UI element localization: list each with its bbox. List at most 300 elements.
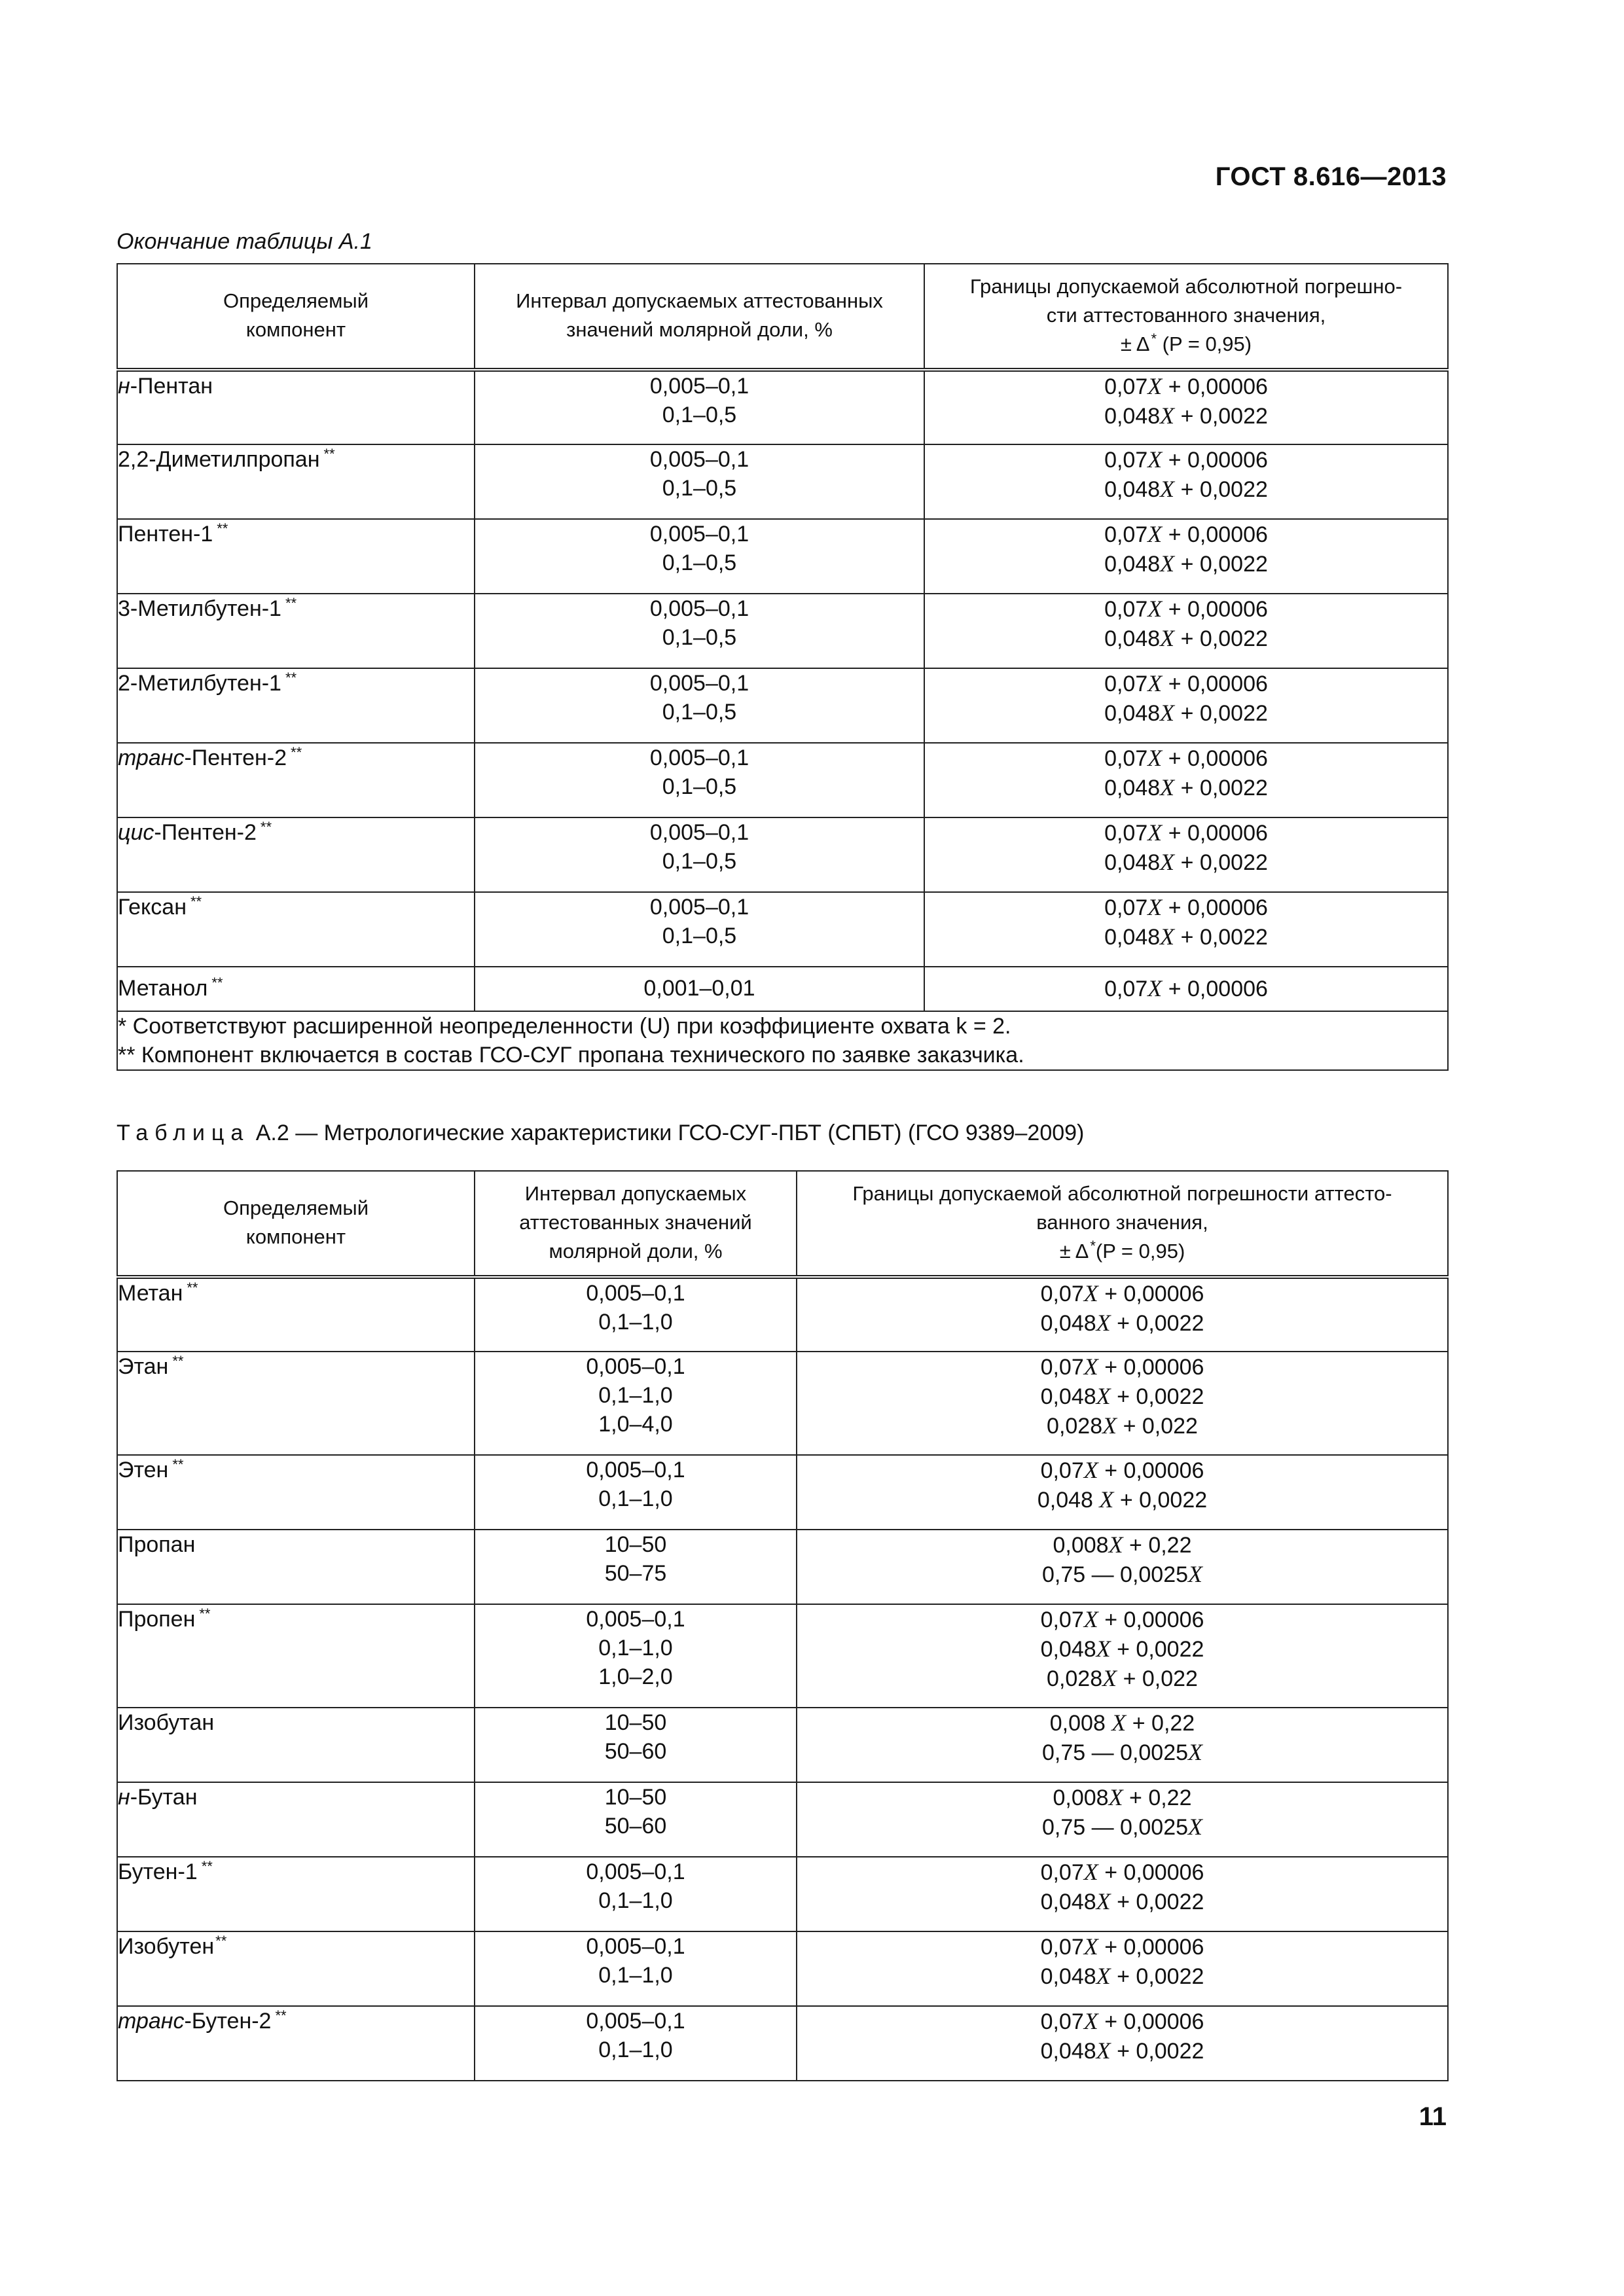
component-name: -Пентен-2 xyxy=(154,820,257,845)
component-name: Пропан xyxy=(118,1532,196,1557)
component-name: 2,2-Диметилпропан xyxy=(118,447,320,472)
component-cell xyxy=(117,2006,475,2081)
error-constant: + 0,022 xyxy=(1117,1666,1198,1691)
component-name: -Пентен-2 xyxy=(184,745,287,770)
error-coefficient: 0,008 xyxy=(1049,1711,1112,1736)
variable-x: X xyxy=(1147,521,1163,547)
footnote-mark: ** xyxy=(217,520,228,537)
variable-x: X xyxy=(1188,1814,1203,1840)
interval-value: 0,005–0,1 xyxy=(586,1281,685,1306)
error-formula xyxy=(797,1456,1447,1485)
error-formula xyxy=(797,1887,1447,1916)
error-coefficient: 0,048 xyxy=(1037,1488,1100,1513)
footnote-mark: ** xyxy=(190,893,202,910)
error-formula xyxy=(925,475,1447,504)
table-a2-caption: Таблица А.2 — Метрологические характеристики ГСО-СУГ-ПБТ (СПБТ) (ГСО 9389–2009) xyxy=(117,1121,1085,1145)
interval-value: 0,1–0,5 xyxy=(662,550,737,575)
variable-x: X xyxy=(1096,1888,1111,1914)
interval-value: 0,005–0,1 xyxy=(649,522,749,547)
component-name: 3-Метилбутен-1 xyxy=(118,596,281,621)
page-number: 11 xyxy=(1418,2102,1447,2131)
footnote-mark: ** xyxy=(172,1352,184,1369)
error-formula xyxy=(925,974,1447,1003)
variable-x: X xyxy=(1160,476,1175,502)
error-coefficient: 0,07 xyxy=(1104,448,1148,473)
column-header-interval: Интервал допускаемых аттестованных значений молярной доли, % xyxy=(475,264,924,370)
interval-value: 0,1–1,0 xyxy=(598,1636,673,1660)
error-formula xyxy=(797,1485,1447,1515)
error-coefficient: 0,048 xyxy=(1040,1637,1096,1662)
footnote-mark: ** xyxy=(285,669,297,686)
component-cell xyxy=(117,1277,475,1352)
error-formula xyxy=(797,1857,1447,1887)
error-coefficient: 0,008 xyxy=(1053,1533,1109,1558)
footnote-mark: ** xyxy=(285,594,297,611)
error-formula xyxy=(925,401,1447,431)
error-coefficient: 0,048 xyxy=(1104,477,1161,502)
error-cell xyxy=(797,1352,1448,1455)
variable-x: X xyxy=(1160,774,1175,800)
table-row xyxy=(117,668,1448,743)
interval-value: 0,1–1,0 xyxy=(598,2037,673,2062)
interval-value: 0,005–0,1 xyxy=(586,2009,685,2034)
note-double-asterisk: ** Компонент включается в состав ГСО-СУГ пропана технического по заявке заказчика. xyxy=(118,1043,1024,1067)
component-name: Пропен xyxy=(118,1607,196,1632)
component-name: -Бутан xyxy=(130,1785,198,1810)
error-constant: + 0,00006 xyxy=(1162,821,1268,846)
component-cell xyxy=(117,1530,475,1604)
error-constant: + 0,00006 xyxy=(1098,1860,1204,1885)
interval-value: 1,0–2,0 xyxy=(598,1664,673,1689)
error-formula xyxy=(797,2007,1447,2036)
variable-x: X xyxy=(1083,1280,1098,1306)
error-formula xyxy=(797,1382,1447,1411)
component-prefix: транс xyxy=(118,2009,185,2034)
interval-value: 0,1–0,5 xyxy=(662,849,737,874)
component-cell xyxy=(117,444,475,519)
error-formula xyxy=(797,1530,1447,1560)
error-coefficient: 0,07 xyxy=(1040,1282,1084,1306)
variable-x: X xyxy=(1102,1412,1117,1439)
component-cell xyxy=(117,743,475,817)
component-cell xyxy=(117,594,475,668)
error-coefficient: 0,048 xyxy=(1104,701,1161,726)
error-constant: + 0,00006 xyxy=(1162,522,1268,547)
error-coefficient: 0,048 xyxy=(1104,404,1161,429)
error-formula xyxy=(925,549,1447,579)
error-coefficient: 0,07 xyxy=(1104,977,1148,1001)
table-row xyxy=(117,1604,1448,1708)
error-formula xyxy=(925,624,1447,653)
interval-value: 0,1–0,5 xyxy=(662,403,737,427)
interval-value: 10–50 xyxy=(604,1710,667,1735)
component-name: Гексан xyxy=(118,895,187,920)
error-cell xyxy=(924,444,1448,519)
table-row xyxy=(117,1931,1448,2006)
error-coefficient: 0,07 xyxy=(1104,746,1148,771)
error-formula xyxy=(797,1962,1447,1991)
error-formula xyxy=(797,1352,1447,1382)
interval-cell xyxy=(475,817,924,892)
error-formula xyxy=(925,698,1447,728)
footnote-mark: ** xyxy=(215,1932,227,1949)
error-cell xyxy=(924,892,1448,967)
error-constant: + 0,00006 xyxy=(1098,2009,1204,2034)
interval-cell xyxy=(475,1277,797,1352)
column-header-component: Определяемый компонент xyxy=(117,264,475,370)
error-constant: + 0,0022 xyxy=(1174,477,1268,502)
error-cell xyxy=(924,370,1448,444)
interval-cell xyxy=(475,370,924,444)
interval-value: 0,005–0,1 xyxy=(649,820,749,845)
error-cell xyxy=(924,967,1448,1011)
component-cell xyxy=(117,519,475,594)
error-coefficient: 0,048 xyxy=(1104,776,1161,800)
interval-value: 0,001–0,01 xyxy=(643,976,755,1001)
table-a2 xyxy=(117,1170,1449,2081)
interval-cell xyxy=(475,444,924,519)
error-constant: + 0,00006 xyxy=(1162,977,1268,1001)
error-coefficient: 0,07 xyxy=(1104,895,1148,920)
variable-x: X xyxy=(1108,1784,1123,1810)
footnote-mark: ** xyxy=(199,1605,211,1622)
table-row xyxy=(117,1857,1448,1931)
column-header-component: Определяемый компонент xyxy=(117,1171,475,1277)
error-formula xyxy=(925,669,1447,698)
error-coefficient: 0,75 — 0,0025 xyxy=(1041,1815,1189,1840)
table-row xyxy=(117,892,1448,967)
interval-value: 0,005–0,1 xyxy=(586,1458,685,1482)
variable-x: X xyxy=(1160,403,1175,429)
interval-value: 0,1–1,0 xyxy=(598,1888,673,1913)
error-formula xyxy=(925,520,1447,549)
error-cell xyxy=(924,668,1448,743)
interval-cell xyxy=(475,668,924,743)
error-coefficient: 0,07 xyxy=(1040,2009,1084,2034)
error-constant: + 0,00006 xyxy=(1162,374,1268,399)
variable-x: X xyxy=(1147,670,1163,696)
error-coefficient: 0,07 xyxy=(1104,821,1148,846)
variable-x: X xyxy=(1083,1457,1098,1483)
interval-value: 0,1–1,0 xyxy=(598,1310,673,1335)
table-row xyxy=(117,1455,1448,1530)
component-name: Метанол xyxy=(118,976,208,1001)
error-coefficient: 0,07 xyxy=(1104,672,1148,696)
interval-value: 0,1–0,5 xyxy=(662,924,737,948)
component-cell xyxy=(117,817,475,892)
error-formula xyxy=(797,1664,1447,1693)
component-cell xyxy=(117,1352,475,1455)
error-formula xyxy=(925,594,1447,624)
table-row xyxy=(117,1277,1448,1352)
table-row xyxy=(117,817,1448,892)
error-cell xyxy=(797,1782,1448,1857)
interval-value: 0,1–1,0 xyxy=(598,1963,673,1988)
component-prefix: транс xyxy=(118,745,185,770)
component-prefix: н xyxy=(118,1785,130,1810)
variable-x: X xyxy=(1160,924,1175,950)
error-coefficient: 0,07 xyxy=(1040,1935,1084,1960)
error-constant: + 0,00006 xyxy=(1162,448,1268,473)
error-coefficient: 0,048 xyxy=(1040,1311,1096,1336)
component-name: Изобутен xyxy=(118,1934,215,1959)
variable-x: X xyxy=(1160,550,1175,577)
variable-x: X xyxy=(1096,1310,1111,1336)
interval-cell xyxy=(475,1857,797,1931)
error-coefficient: 0,048 xyxy=(1104,626,1161,651)
interval-value: 1,0–4,0 xyxy=(598,1412,673,1437)
table-row xyxy=(117,594,1448,668)
error-constant: + 0,0022 xyxy=(1174,776,1268,800)
note-asterisk: * Соответствуют расширенной неопределенности (U) при коэффициенте охвата k = 2. xyxy=(118,1014,1011,1039)
table-row xyxy=(117,1782,1448,1857)
variable-x: X xyxy=(1102,1665,1117,1691)
error-formula xyxy=(925,893,1447,922)
document-code: ГОСТ 8.616—2013 xyxy=(1215,162,1447,191)
interval-value: 10–50 xyxy=(604,1785,667,1810)
variable-x: X xyxy=(1147,373,1163,399)
interval-value: 50–60 xyxy=(604,1814,667,1839)
table-row xyxy=(117,1530,1448,1604)
interval-value: 0,005–0,1 xyxy=(649,745,749,770)
component-name: Этан xyxy=(118,1354,169,1379)
component-prefix: н xyxy=(118,374,130,399)
interval-value: 0,1–0,5 xyxy=(662,476,737,501)
error-cell xyxy=(924,519,1448,594)
error-cell xyxy=(797,1455,1448,1530)
table-row xyxy=(117,444,1448,519)
error-constant: + 0,22 xyxy=(1123,1785,1192,1810)
error-coefficient: 0,048 xyxy=(1040,1384,1096,1409)
variable-x: X xyxy=(1160,700,1175,726)
interval-cell xyxy=(475,743,924,817)
error-coefficient: 0,048 xyxy=(1040,1890,1096,1914)
error-cell xyxy=(797,1530,1448,1604)
error-formula xyxy=(797,1605,1447,1634)
error-formula xyxy=(797,1812,1447,1842)
footnote-mark: ** xyxy=(172,1456,184,1473)
error-formula xyxy=(925,372,1447,401)
variable-x: X xyxy=(1096,1963,1111,1989)
error-constant: + 0,0022 xyxy=(1174,701,1268,726)
error-coefficient: 0,07 xyxy=(1104,597,1148,622)
error-coefficient: 0,048 xyxy=(1104,925,1161,950)
interval-value: 0,005–0,1 xyxy=(586,1607,685,1632)
table-a1 xyxy=(117,263,1449,1071)
variable-x: X xyxy=(1147,819,1163,846)
error-constant: + 0,00006 xyxy=(1162,672,1268,696)
interval-cell xyxy=(475,2006,797,2081)
component-name: Этен xyxy=(118,1458,169,1482)
variable-x: X xyxy=(1096,2037,1111,2064)
interval-value: 0,005–0,1 xyxy=(649,671,749,696)
error-coefficient: 0,048 xyxy=(1040,2039,1096,2064)
error-formula xyxy=(797,1738,1447,1767)
variable-x: X xyxy=(1083,2008,1098,2034)
table-row xyxy=(117,370,1448,444)
component-cell xyxy=(117,370,475,444)
variable-x: X xyxy=(1188,1561,1203,1587)
error-constant: + 0,0022 xyxy=(1113,1488,1208,1513)
error-formula xyxy=(797,1411,1447,1441)
table-a1-body xyxy=(117,370,1448,1011)
error-constant: + 0,0022 xyxy=(1174,850,1268,875)
variable-x: X xyxy=(1147,745,1163,771)
error-coefficient: 0,028 xyxy=(1047,1666,1103,1691)
table-a1-notes-row xyxy=(117,1011,1448,1070)
error-cell xyxy=(797,2006,1448,2081)
error-coefficient: 0,07 xyxy=(1104,374,1148,399)
interval-cell xyxy=(475,594,924,668)
variable-x: X xyxy=(1160,625,1175,651)
error-formula xyxy=(797,1279,1447,1308)
error-constant: + 0,0022 xyxy=(1110,1964,1204,1989)
error-constant: + 0,00006 xyxy=(1098,1607,1204,1632)
error-formula xyxy=(925,818,1447,848)
error-formula xyxy=(797,1932,1447,1962)
variable-x: X xyxy=(1108,1532,1123,1558)
variable-x: X xyxy=(1111,1710,1127,1736)
error-constant: + 0,00006 xyxy=(1162,746,1268,771)
error-constant: + 0,00006 xyxy=(1098,1935,1204,1960)
interval-value: 0,005–0,1 xyxy=(649,447,749,472)
table-a2-header-row xyxy=(117,1171,1448,1277)
error-cell xyxy=(924,817,1448,892)
error-formula xyxy=(797,1783,1447,1812)
variable-x: X xyxy=(1147,596,1163,622)
component-cell xyxy=(117,1782,475,1857)
component-name: -Бутен-2 xyxy=(184,2009,272,2034)
interval-value: 0,1–0,5 xyxy=(662,700,737,725)
variable-x: X xyxy=(1096,1636,1111,1662)
error-cell xyxy=(924,594,1448,668)
error-constant: + 0,0022 xyxy=(1110,2039,1204,2064)
table-a2-body xyxy=(117,1277,1448,2081)
error-coefficient: 0,07 xyxy=(1040,1607,1084,1632)
interval-value: 0,005–0,1 xyxy=(586,1859,685,1884)
interval-value: 0,005–0,1 xyxy=(649,374,749,399)
error-constant: + 0,0022 xyxy=(1110,1637,1204,1662)
error-formula xyxy=(925,773,1447,802)
error-constant: + 0,0022 xyxy=(1174,925,1268,950)
table-a1-caption: Окончание таблицы А.1 xyxy=(117,229,372,254)
error-constant: + 0,00006 xyxy=(1098,1355,1204,1380)
error-coefficient: 0,028 xyxy=(1047,1414,1103,1439)
interval-cell xyxy=(475,1708,797,1782)
variable-x: X xyxy=(1083,1933,1098,1960)
interval-cell xyxy=(475,1782,797,1857)
table-row xyxy=(117,519,1448,594)
interval-value: 0,1–0,5 xyxy=(662,625,737,650)
error-formula xyxy=(925,744,1447,773)
error-cell xyxy=(797,1277,1448,1352)
footnote-mark: ** xyxy=(260,818,272,835)
error-formula xyxy=(925,922,1447,952)
interval-cell xyxy=(475,1931,797,2006)
error-constant: + 0,022 xyxy=(1117,1414,1198,1439)
footnote-mark: ** xyxy=(323,445,335,462)
error-cell xyxy=(797,1708,1448,1782)
interval-value: 0,005–0,1 xyxy=(649,895,749,920)
interval-cell xyxy=(475,892,924,967)
component-cell xyxy=(117,967,475,1011)
interval-cell xyxy=(475,1530,797,1604)
component-cell xyxy=(117,1708,475,1782)
variable-x: X xyxy=(1147,975,1163,1001)
error-constant: + 0,22 xyxy=(1126,1711,1195,1736)
component-name: Пентен-1 xyxy=(118,522,213,547)
variable-x: X xyxy=(1099,1486,1114,1513)
error-cell xyxy=(924,743,1448,817)
error-coefficient: 0,07 xyxy=(1040,1860,1084,1885)
error-coefficient: 0,048 xyxy=(1040,1964,1096,1989)
error-constant: + 0,00006 xyxy=(1162,597,1268,622)
error-constant: + 0,22 xyxy=(1123,1533,1192,1558)
error-constant: + 0,00006 xyxy=(1098,1458,1204,1483)
component-name: Бутен-1 xyxy=(118,1859,198,1884)
variable-x: X xyxy=(1083,1354,1098,1380)
component-name: Метан xyxy=(118,1281,183,1306)
error-formula xyxy=(797,1634,1447,1664)
interval-value: 0,005–0,1 xyxy=(586,1934,685,1959)
interval-cell xyxy=(475,519,924,594)
interval-value: 0,005–0,1 xyxy=(649,596,749,621)
error-constant: + 0,00006 xyxy=(1098,1282,1204,1306)
error-constant: + 0,0022 xyxy=(1174,404,1268,429)
footnote-mark: ** xyxy=(275,2007,287,2024)
table-row xyxy=(117,743,1448,817)
footnote-mark: ** xyxy=(211,974,223,991)
table-row xyxy=(117,1352,1448,1455)
variable-x: X xyxy=(1083,1859,1098,1885)
error-formula xyxy=(925,848,1447,877)
error-coefficient: 0,048 xyxy=(1104,552,1161,577)
variable-x: X xyxy=(1160,849,1175,875)
error-constant: + 0,0022 xyxy=(1110,1384,1204,1409)
column-header-error: Границы допускаемой абсолютной погрешности аттесто- ванного значения, ± Δ*(P = 0,95) xyxy=(797,1171,1448,1277)
interval-value: 0,1–1,0 xyxy=(598,1486,673,1511)
error-formula xyxy=(797,1560,1447,1589)
error-formula xyxy=(925,445,1447,475)
error-constant: + 0,00006 xyxy=(1162,895,1268,920)
table-a1-header-row xyxy=(117,264,1448,370)
variable-x: X xyxy=(1147,894,1163,920)
interval-value: 50–60 xyxy=(604,1739,667,1764)
error-coefficient: 0,07 xyxy=(1040,1458,1084,1483)
interval-value: 0,005–0,1 xyxy=(586,1354,685,1379)
error-coefficient: 0,75 — 0,0025 xyxy=(1041,1562,1189,1587)
variable-x: X xyxy=(1147,446,1163,473)
variable-x: X xyxy=(1083,1606,1098,1632)
footnote-mark: ** xyxy=(291,744,302,761)
footnote-mark: ** xyxy=(187,1279,198,1296)
component-cell xyxy=(117,1857,475,1931)
component-cell xyxy=(117,1931,475,2006)
interval-cell xyxy=(475,1352,797,1455)
component-cell xyxy=(117,892,475,967)
interval-value: 0,1–0,5 xyxy=(662,774,737,799)
table-row xyxy=(117,967,1448,1011)
error-formula xyxy=(797,1308,1447,1338)
error-coefficient: 0,75 — 0,0025 xyxy=(1041,1740,1189,1765)
component-name: -Пентан xyxy=(130,374,213,399)
error-coefficient: 0,07 xyxy=(1104,522,1148,547)
error-coefficient: 0,048 xyxy=(1104,850,1161,875)
error-constant: + 0,0022 xyxy=(1110,1890,1204,1914)
interval-cell xyxy=(475,1455,797,1530)
error-constant: + 0,0022 xyxy=(1174,552,1268,577)
interval-value: 50–75 xyxy=(604,1561,667,1586)
